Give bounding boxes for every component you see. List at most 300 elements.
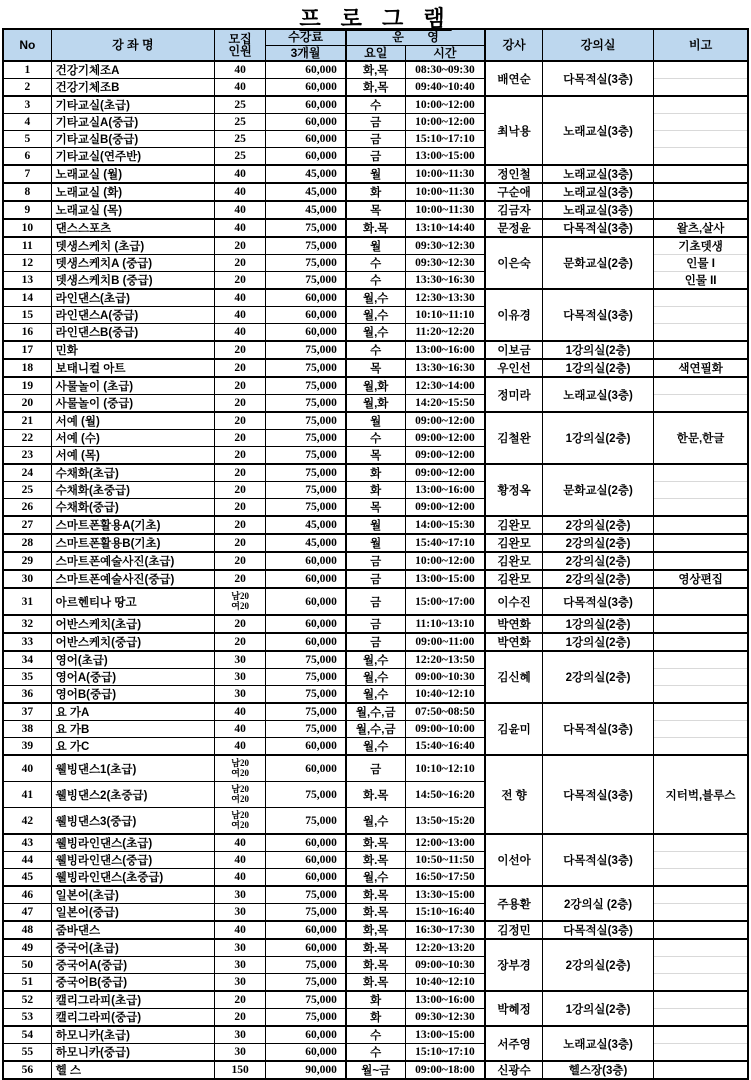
- cell-course-name: 수채화(초중급): [51, 482, 214, 499]
- cell-fee: 60,000: [266, 570, 346, 588]
- cell-note: [654, 939, 748, 957]
- cell-no: 6: [3, 148, 51, 166]
- cell-note: [654, 1061, 748, 1079]
- cell-room: 노래교실(3층): [542, 183, 653, 201]
- cell-time: 10:50~11:50: [405, 852, 485, 869]
- cell-fee: 75,000: [266, 721, 346, 738]
- cell-note: [654, 499, 748, 517]
- cell-capacity: 40: [215, 834, 266, 852]
- cell-instructor: 김완모: [485, 570, 542, 588]
- cell-room: 1강의실(2층): [542, 991, 653, 1026]
- cell-course-name: 요 가B: [51, 721, 214, 738]
- cell-no: 22: [3, 430, 51, 447]
- course-row: [3, 201, 748, 219]
- cell-no: 14: [3, 289, 51, 307]
- cell-room: 1강의실(2층): [542, 341, 653, 359]
- course-row: [3, 633, 748, 651]
- cell-capacity: 20: [215, 534, 266, 552]
- cell-capacity: 40: [215, 165, 266, 183]
- cell-no: 19: [3, 377, 51, 395]
- course-row: [3, 412, 748, 430]
- cell-day: 월,화: [346, 377, 405, 395]
- cell-day: 월,수: [346, 324, 405, 342]
- cell-no: 46: [3, 886, 51, 904]
- cell-time: 09:00~12:00: [405, 464, 485, 482]
- cell-room: 2강의실(2층): [542, 570, 653, 588]
- cell-note: [654, 974, 748, 992]
- cell-time: 13:50~15:20: [405, 808, 485, 835]
- cell-course-name: 요 가A: [51, 703, 214, 721]
- cell-no: 20: [3, 395, 51, 413]
- cell-capacity: 40: [215, 738, 266, 756]
- cell-day: 월~금: [346, 1061, 405, 1079]
- cell-time: 13:00~15:00: [405, 570, 485, 588]
- cell-course-name: 아르헨티나 땅고: [51, 588, 214, 615]
- course-row: [3, 237, 748, 255]
- cell-day: 화.목: [346, 904, 405, 922]
- course-row: [3, 183, 748, 201]
- cell-day: 월: [346, 412, 405, 430]
- cell-course-name: 기타교실B(중급): [51, 131, 214, 148]
- cell-note: [654, 886, 748, 904]
- cell-time: 09:00~12:00: [405, 412, 485, 430]
- cell-course-name: 웰빙댄스1(초급): [51, 755, 214, 782]
- cell-note: [654, 588, 748, 615]
- cell-no: 54: [3, 1026, 51, 1044]
- cell-instructor: 이유경: [485, 289, 542, 341]
- cell-capacity: 20: [215, 395, 266, 413]
- course-row: [3, 615, 748, 633]
- cell-capacity: 20: [215, 412, 266, 430]
- cell-course-name: 뎃생스케치A (중급): [51, 255, 214, 272]
- course-row: [3, 1061, 748, 1079]
- cell-note: 한문,한글: [654, 412, 748, 464]
- cell-time: 14:50~16:20: [405, 782, 485, 808]
- cell-fee: 75,000: [266, 991, 346, 1009]
- cell-fee: 75,000: [266, 377, 346, 395]
- cell-fee: 60,000: [266, 755, 346, 782]
- cell-fee: 60,000: [266, 1044, 346, 1062]
- cell-instructor: 우인선: [485, 359, 542, 377]
- cell-instructor: 김윤미: [485, 703, 542, 755]
- cell-course-name: 웰빙댄스3(중급): [51, 808, 214, 835]
- cell-instructor: 이보금: [485, 341, 542, 359]
- cell-note: [654, 79, 748, 97]
- cell-time: 13:00~16:00: [405, 341, 485, 359]
- cell-note: [654, 703, 748, 721]
- cell-no: 16: [3, 324, 51, 342]
- cell-note: [654, 1026, 748, 1044]
- course-row: [3, 377, 748, 395]
- cell-time: 15:40~17:10: [405, 534, 485, 552]
- cell-course-name: 노래교실 (월): [51, 165, 214, 183]
- cell-day: 화.목: [346, 957, 405, 974]
- cell-room: 헬스장(3층): [542, 1061, 653, 1079]
- cell-course-name: 스마트폰예술사진(초급): [51, 552, 214, 570]
- course-row: [3, 516, 748, 534]
- cell-capacity: 40: [215, 219, 266, 237]
- cell-no: 8: [3, 183, 51, 201]
- cell-time: 13:10~14:40: [405, 219, 485, 237]
- cell-capacity: 30: [215, 939, 266, 957]
- cell-note: 인물 I: [654, 255, 748, 272]
- cell-instructor: 신광수: [485, 1061, 542, 1079]
- cell-room: 1강의실(2층): [542, 359, 653, 377]
- cell-time: 09:00~18:00: [405, 1061, 485, 1079]
- cell-no: 51: [3, 974, 51, 992]
- cell-time: 09:00~12:00: [405, 499, 485, 517]
- cell-time: 08:30~09:30: [405, 61, 485, 79]
- cell-no: 12: [3, 255, 51, 272]
- cell-note: 왈츠,살사: [654, 219, 748, 237]
- cell-day: 화.목: [346, 219, 405, 237]
- cell-note: [654, 395, 748, 413]
- cell-capacity: 40: [215, 61, 266, 79]
- cell-course-name: 웰빙라인댄스(초중급): [51, 869, 214, 887]
- cell-note: [654, 552, 748, 570]
- cell-time: 09:30~12:30: [405, 255, 485, 272]
- cell-capacity: 40: [215, 852, 266, 869]
- program-table-body: [3, 61, 748, 1079]
- cell-fee: 60,000: [266, 633, 346, 651]
- cell-capacity: 20: [215, 552, 266, 570]
- cell-room: 1강의실(2층): [542, 412, 653, 464]
- cell-room: 다목적실(3층): [542, 755, 653, 834]
- cell-time: 15:10~17:10: [405, 131, 485, 148]
- cell-course-name: 서예 (목): [51, 447, 214, 465]
- cell-room: 다목적실(3층): [542, 588, 653, 615]
- header-capacity-line2: 인원: [228, 44, 252, 59]
- cell-note: [654, 482, 748, 499]
- cell-time: 12:30~13:30: [405, 289, 485, 307]
- header-time: 시간: [405, 45, 485, 61]
- course-row: [3, 834, 748, 852]
- course-row: [3, 165, 748, 183]
- cell-instructor: 김완모: [485, 534, 542, 552]
- cell-course-name: 민화: [51, 341, 214, 359]
- cell-room: 2강의실(2층): [542, 516, 653, 534]
- page-title: 프 로 그 램: [299, 6, 452, 31]
- cell-capacity: 40: [215, 324, 266, 342]
- course-row: [3, 534, 748, 552]
- cell-time: 10:40~12:10: [405, 686, 485, 704]
- cell-fee: 45,000: [266, 201, 346, 219]
- cell-note: [654, 738, 748, 756]
- cell-capacity: 20: [215, 633, 266, 651]
- cell-note: [654, 114, 748, 131]
- cell-capacity: 20: [215, 377, 266, 395]
- cell-time: 13:00~16:00: [405, 482, 485, 499]
- cell-capacity: 20: [215, 464, 266, 482]
- cell-capacity: 30: [215, 686, 266, 704]
- cell-time: 09:00~12:00: [405, 430, 485, 447]
- cell-day: 화.목: [346, 886, 405, 904]
- cell-day: 월,수: [346, 289, 405, 307]
- cell-capacity: 30: [215, 669, 266, 686]
- cell-time: 15:40~16:40: [405, 738, 485, 756]
- cell-fee: 75,000: [266, 430, 346, 447]
- cell-instructor: 구순애: [485, 183, 542, 201]
- cell-fee: 45,000: [266, 183, 346, 201]
- cell-capacity: 20: [215, 272, 266, 290]
- cell-time: 09:30~12:30: [405, 1009, 485, 1027]
- cell-day: 월,수: [346, 808, 405, 835]
- cell-capacity: 40: [215, 201, 266, 219]
- cell-course-name: 건강기체조A: [51, 61, 214, 79]
- cell-no: 5: [3, 131, 51, 148]
- cell-no: 17: [3, 341, 51, 359]
- header-operation: 운 영: [346, 29, 485, 45]
- cell-course-name: 줌바댄스: [51, 921, 214, 939]
- cell-fee: 75,000: [266, 886, 346, 904]
- header-instructor: 강사: [485, 29, 542, 61]
- cell-instructor: 이수진: [485, 588, 542, 615]
- cell-capacity: 남20 여20: [215, 808, 266, 835]
- cell-fee: 75,000: [266, 359, 346, 377]
- cell-note: [654, 651, 748, 669]
- cell-instructor: 김금자: [485, 201, 542, 219]
- cell-course-name: 댄스스포츠: [51, 219, 214, 237]
- cell-fee: 75,000: [266, 255, 346, 272]
- cell-fee: 75,000: [266, 703, 346, 721]
- cell-time: 13:00~16:00: [405, 991, 485, 1009]
- cell-no: 21: [3, 412, 51, 430]
- cell-room: 다목적실(3층): [542, 703, 653, 755]
- cell-time: 14:20~15:50: [405, 395, 485, 413]
- cell-note: [654, 165, 748, 183]
- cell-fee: 60,000: [266, 307, 346, 324]
- cell-fee: 45,000: [266, 165, 346, 183]
- cell-day: 금: [346, 148, 405, 166]
- cell-no: 28: [3, 534, 51, 552]
- cell-day: 금: [346, 588, 405, 615]
- course-row: [3, 464, 748, 482]
- table-header: [3, 29, 748, 61]
- cell-no: 48: [3, 921, 51, 939]
- cell-no: 11: [3, 237, 51, 255]
- cell-course-name: 서예 (월): [51, 412, 214, 430]
- cell-capacity: 30: [215, 1026, 266, 1044]
- header-capacity-line1: 모집: [228, 31, 252, 46]
- cell-capacity: 20: [215, 341, 266, 359]
- cell-no: 50: [3, 957, 51, 974]
- cell-instructor: 주용환: [485, 886, 542, 921]
- cell-course-name: 스마트폰예술사진(중급): [51, 570, 214, 588]
- cell-course-name: 영어(초급): [51, 651, 214, 669]
- cell-course-name: 뎃생스케치B (중급): [51, 272, 214, 290]
- course-row: [3, 96, 748, 114]
- cell-course-name: 웰빙라인댄스(초급): [51, 834, 214, 852]
- course-row: [3, 219, 748, 237]
- cell-time: 15:10~16:40: [405, 904, 485, 922]
- cell-no: 47: [3, 904, 51, 922]
- cell-day: 금: [346, 570, 405, 588]
- course-row: [3, 886, 748, 904]
- course-row: [3, 61, 748, 79]
- cell-time: 10:00~11:30: [405, 183, 485, 201]
- cell-fee: 60,000: [266, 869, 346, 887]
- cell-instructor: 박연화: [485, 633, 542, 651]
- cell-fee: 60,000: [266, 114, 346, 131]
- cell-capacity: 남20 여20: [215, 782, 266, 808]
- cell-capacity: 20: [215, 991, 266, 1009]
- cell-room: 다목적실(3층): [542, 219, 653, 237]
- cell-fee: 75,000: [266, 808, 346, 835]
- cell-day: 화: [346, 1009, 405, 1027]
- cell-no: 24: [3, 464, 51, 482]
- cell-time: 14:00~15:30: [405, 516, 485, 534]
- cell-no: 36: [3, 686, 51, 704]
- cell-room: 다목적실(3층): [542, 834, 653, 886]
- cell-room: 다목적실(3층): [542, 921, 653, 939]
- cell-fee: 60,000: [266, 921, 346, 939]
- cell-fee: 45,000: [266, 534, 346, 552]
- cell-day: 화.목: [346, 974, 405, 992]
- cell-day: 월: [346, 534, 405, 552]
- cell-fee: 75,000: [266, 651, 346, 669]
- course-row: [3, 1026, 748, 1044]
- cell-no: 43: [3, 834, 51, 852]
- cell-capacity: 25: [215, 131, 266, 148]
- cell-day: 화.목: [346, 852, 405, 869]
- cell-course-name: 캘리그라피(중급): [51, 1009, 214, 1027]
- cell-day: 수: [346, 341, 405, 359]
- cell-capacity: 25: [215, 148, 266, 166]
- cell-time: 10:10~12:10: [405, 755, 485, 782]
- cell-day: 월,수: [346, 669, 405, 686]
- cell-note: [654, 464, 748, 482]
- cell-course-name: 수채화(초급): [51, 464, 214, 482]
- cell-capacity: 남20 여20: [215, 755, 266, 782]
- cell-note: 기초뎃생: [654, 237, 748, 255]
- cell-note: 영상편집: [654, 570, 748, 588]
- cell-note: [654, 131, 748, 148]
- cell-capacity: 40: [215, 921, 266, 939]
- header-capacity: [215, 29, 266, 61]
- cell-no: 56: [3, 1061, 51, 1079]
- cell-course-name: 기타교실A(중급): [51, 114, 214, 131]
- cell-day: 금: [346, 114, 405, 131]
- cell-fee: 45,000: [266, 516, 346, 534]
- cell-no: 7: [3, 165, 51, 183]
- cell-no: 39: [3, 738, 51, 756]
- cell-instructor: 정미라: [485, 377, 542, 412]
- cell-course-name: 사물놀이 (중급): [51, 395, 214, 413]
- cell-fee: 90,000: [266, 1061, 346, 1079]
- cell-capacity: 20: [215, 1009, 266, 1027]
- cell-note: [654, 991, 748, 1009]
- cell-capacity: 25: [215, 114, 266, 131]
- cell-day: 월: [346, 516, 405, 534]
- cell-course-name: 스마트폰활용B(기초): [51, 534, 214, 552]
- cell-course-name: 노래교실 (목): [51, 201, 214, 219]
- cell-day: 수: [346, 430, 405, 447]
- cell-note: [654, 307, 748, 324]
- cell-room: 노래교실(3층): [542, 1026, 653, 1061]
- cell-room: 노래교실(3층): [542, 201, 653, 219]
- cell-day: 목: [346, 359, 405, 377]
- course-row: [3, 991, 748, 1009]
- cell-capacity: 20: [215, 430, 266, 447]
- cell-day: 화: [346, 482, 405, 499]
- header-fee-period: 3개월: [266, 45, 346, 61]
- header-day: 요일: [346, 45, 405, 61]
- cell-fee: 60,000: [266, 834, 346, 852]
- cell-day: 수: [346, 255, 405, 272]
- cell-day: 금: [346, 131, 405, 148]
- cell-day: 월,화: [346, 395, 405, 413]
- cell-time: 15:10~17:10: [405, 1044, 485, 1062]
- cell-day: 화: [346, 183, 405, 201]
- cell-day: 목: [346, 201, 405, 219]
- cell-capacity: 30: [215, 1044, 266, 1062]
- cell-course-name: 일본어(중급): [51, 904, 214, 922]
- cell-capacity: 남20 여20: [215, 588, 266, 615]
- cell-capacity: 40: [215, 721, 266, 738]
- cell-no: 42: [3, 808, 51, 835]
- cell-instructor: 김신혜: [485, 651, 542, 703]
- cell-time: 09:40~10:40: [405, 79, 485, 97]
- cell-day: 월,수: [346, 686, 405, 704]
- cell-course-name: 영어A(중급): [51, 669, 214, 686]
- cell-no: 53: [3, 1009, 51, 1027]
- cell-instructor: 김완모: [485, 516, 542, 534]
- cell-instructor: 서주영: [485, 1026, 542, 1061]
- cell-day: 월,수: [346, 738, 405, 756]
- cell-no: 10: [3, 219, 51, 237]
- cell-note: [654, 534, 748, 552]
- cell-no: 31: [3, 588, 51, 615]
- cell-course-name: 하모니카(중급): [51, 1044, 214, 1062]
- header-course-name: 강 좌 명: [51, 29, 214, 61]
- cell-room: 노래교실(3층): [542, 377, 653, 412]
- cell-note: [654, 1044, 748, 1062]
- cell-day: 수: [346, 1026, 405, 1044]
- cell-note: [654, 834, 748, 852]
- cell-course-name: 웰빙라인댄스(중급): [51, 852, 214, 869]
- cell-fee: 60,000: [266, 1026, 346, 1044]
- cell-no: 35: [3, 669, 51, 686]
- cell-day: 화.목: [346, 782, 405, 808]
- cell-day: 금: [346, 552, 405, 570]
- cell-day: 금: [346, 633, 405, 651]
- cell-capacity: 20: [215, 255, 266, 272]
- cell-time: 10:40~12:10: [405, 974, 485, 992]
- cell-course-name: 헬 스: [51, 1061, 214, 1079]
- cell-time: 12:30~14:00: [405, 377, 485, 395]
- cell-day: 수: [346, 96, 405, 114]
- cell-room: 문화교실(2층): [542, 464, 653, 516]
- cell-instructor: 이선아: [485, 834, 542, 886]
- cell-fee: 60,000: [266, 852, 346, 869]
- cell-time: 16:30~17:30: [405, 921, 485, 939]
- cell-capacity: 30: [215, 886, 266, 904]
- course-row: [3, 359, 748, 377]
- cell-note: [654, 869, 748, 887]
- cell-day: 수: [346, 272, 405, 290]
- cell-fee: 75,000: [266, 669, 346, 686]
- cell-time: 16:50~17:50: [405, 869, 485, 887]
- cell-time: 10:10~11:10: [405, 307, 485, 324]
- cell-instructor: 문정윤: [485, 219, 542, 237]
- cell-course-name: 요 가C: [51, 738, 214, 756]
- cell-course-name: 스마트폰활용A(기초): [51, 516, 214, 534]
- cell-capacity: 40: [215, 183, 266, 201]
- cell-time: 12:00~13:00: [405, 834, 485, 852]
- cell-no: 45: [3, 869, 51, 887]
- cell-course-name: 뎃생스케치 (초급): [51, 237, 214, 255]
- cell-day: 월: [346, 165, 405, 183]
